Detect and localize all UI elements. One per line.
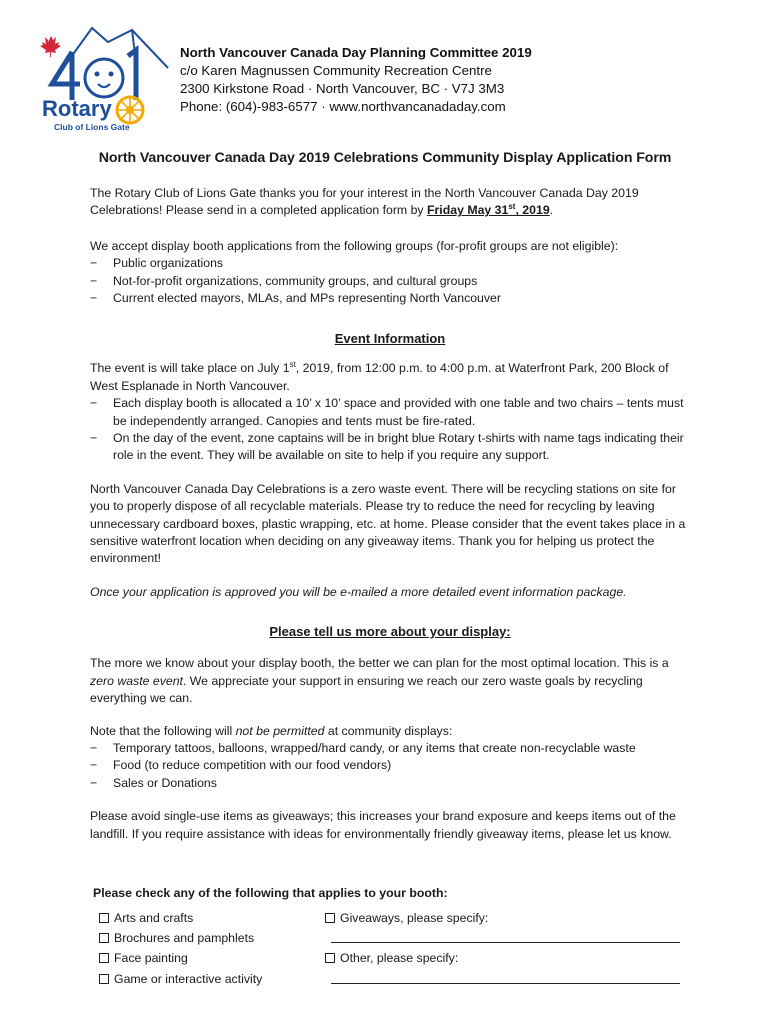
checklist-heading: Please check any of the following that applies to your booth:	[93, 886, 448, 900]
event-heading: Event Information	[334, 331, 446, 346]
list-item: − Each display booth is allocated a 10’ x 10’ space and provided with one table and two chairs – tents must be independently arranged. Canopies and tents must be fire-rated.	[90, 396, 684, 428]
org-name: North Vancouver Canada Day Planning Committee 2019	[180, 45, 532, 60]
checkbox-label: Giveaways, please specify:	[340, 911, 489, 926]
contact-line: Phone: (604)-983-6577 · www.northvancanadaday.com	[180, 99, 506, 114]
display-section	[90, 623, 690, 843]
giveaway-paragraph: Please avoid single-use items as giveaways; this increases your brand exposure and keeps items out of the landfill. If you require assistance with ideas for environmentally friendly giveaway items, please let us know.	[90, 809, 676, 841]
display-heading: Please tell us more about your display:	[269, 624, 511, 639]
list-item: − Sales or Donations	[90, 775, 217, 790]
checkbox-arts-crafts[interactable]	[99, 908, 262, 928]
checkbox-icon[interactable]	[325, 913, 335, 923]
letterhead	[36, 22, 736, 140]
checkbox-icon[interactable]	[99, 974, 109, 984]
event-section	[90, 330, 690, 601]
checkbox-face-painting[interactable]	[99, 948, 262, 968]
form-title: North Vancouver Canada Day 2019 Celebrations Community Display Application Form	[98, 150, 672, 166]
intro-paragraph: The Rotary Club of Lions Gate thanks you for your interest in the North Vancouver Canada Day 2019 Celebrations! Please send in a completed application form by Friday May 31st, 2019.	[90, 186, 639, 218]
deadline: Friday May 31st, 2019	[427, 202, 550, 218]
logo-text: Rotary	[42, 96, 112, 121]
giveaways-specify-field[interactable]	[325, 928, 680, 948]
checklist-right-column	[325, 908, 680, 989]
zero-waste-paragraph: North Vancouver Canada Day Celebrations is a zero waste event. There will be recycling stations on site for you to properly dispose of all recyclable materials. Please try to reduce the need for recycling by leaving unnecessary cardboard boxes, plastic wrapping, etc. at home. Please consider that the event takes place in a sensitive waterfront location when deciding on any giveaway items. Thank you for helping us protect the environment!	[90, 481, 686, 566]
checkbox-label: Arts and crafts	[114, 911, 194, 926]
checkbox-icon[interactable]	[325, 953, 335, 963]
booth-checklist	[93, 886, 693, 986]
rotary-canada-day-logo	[36, 22, 171, 140]
checkbox-giveaways[interactable]	[325, 908, 680, 928]
checkbox-icon[interactable]	[99, 913, 109, 923]
list-item: − Public organizations	[90, 256, 224, 271]
other-specify-field[interactable]	[325, 969, 680, 989]
checkbox-label: Brochures and pamphlets	[114, 931, 255, 946]
list-item: − Temporary tattoos, balloons, wrapped/hard candy, or any items that create non-recyclable waste	[90, 741, 636, 756]
logo-subtext: Club of Lions Gate	[54, 122, 130, 132]
organization-info	[180, 44, 532, 116]
address-line-1: c/o Karen Magnussen Community Recreation Centre	[180, 63, 492, 78]
checklist-left-column	[99, 908, 262, 989]
approval-note: Once your application is approved you will be e-mailed a more detailed event information package.	[90, 584, 627, 599]
checkbox-label: Game or interactive activity	[114, 971, 263, 986]
not-permitted-intro: Note that the following will not be permitted at community displays:	[90, 723, 453, 738]
checkbox-label: Other, please specify:	[340, 951, 459, 966]
list-item: − Not-for-profit organizations, community groups, and cultural groups	[90, 273, 478, 288]
address-line-2: 2300 Kirkstone Road · North Vancouver, BC · V7J 3M3	[180, 81, 505, 96]
list-item: − Food (to reduce competition with our food vendors)	[90, 758, 392, 773]
event-date-paragraph: The event is will take place on July 1st, 2019, from 12:00 p.m. to 4:00 p.m. at Waterfront Park, 200 Block of West Esplanade in North Vancouver.	[90, 360, 669, 393]
list-item: − Current elected mayors, MLAs, and MPs representing North Vancouver	[90, 291, 501, 306]
intro-section	[90, 185, 690, 307]
list-item: − On the day of the event, zone captains will be in bright blue Rotary t-shirts with name tags indicating their role in the event. They will be available on site to help if you require any support.	[90, 431, 684, 463]
checkbox-icon[interactable]	[99, 953, 109, 963]
checkbox-brochures[interactable]	[99, 928, 262, 948]
checkbox-other[interactable]	[325, 948, 680, 968]
checkbox-icon[interactable]	[99, 933, 109, 943]
checkbox-game-activity[interactable]	[99, 969, 262, 989]
eligibility-paragraph: We accept display booth applications from the following groups (for-profit groups are not eligible):	[90, 238, 619, 253]
checkbox-label: Face painting	[114, 951, 188, 966]
display-intro-paragraph: The more we know about your display booth, the better we can plan for the most optimal location. This is a zero waste event. We appreciate your support in ensuring we reach our zero waste goals by recycling everything we can.	[90, 656, 669, 706]
